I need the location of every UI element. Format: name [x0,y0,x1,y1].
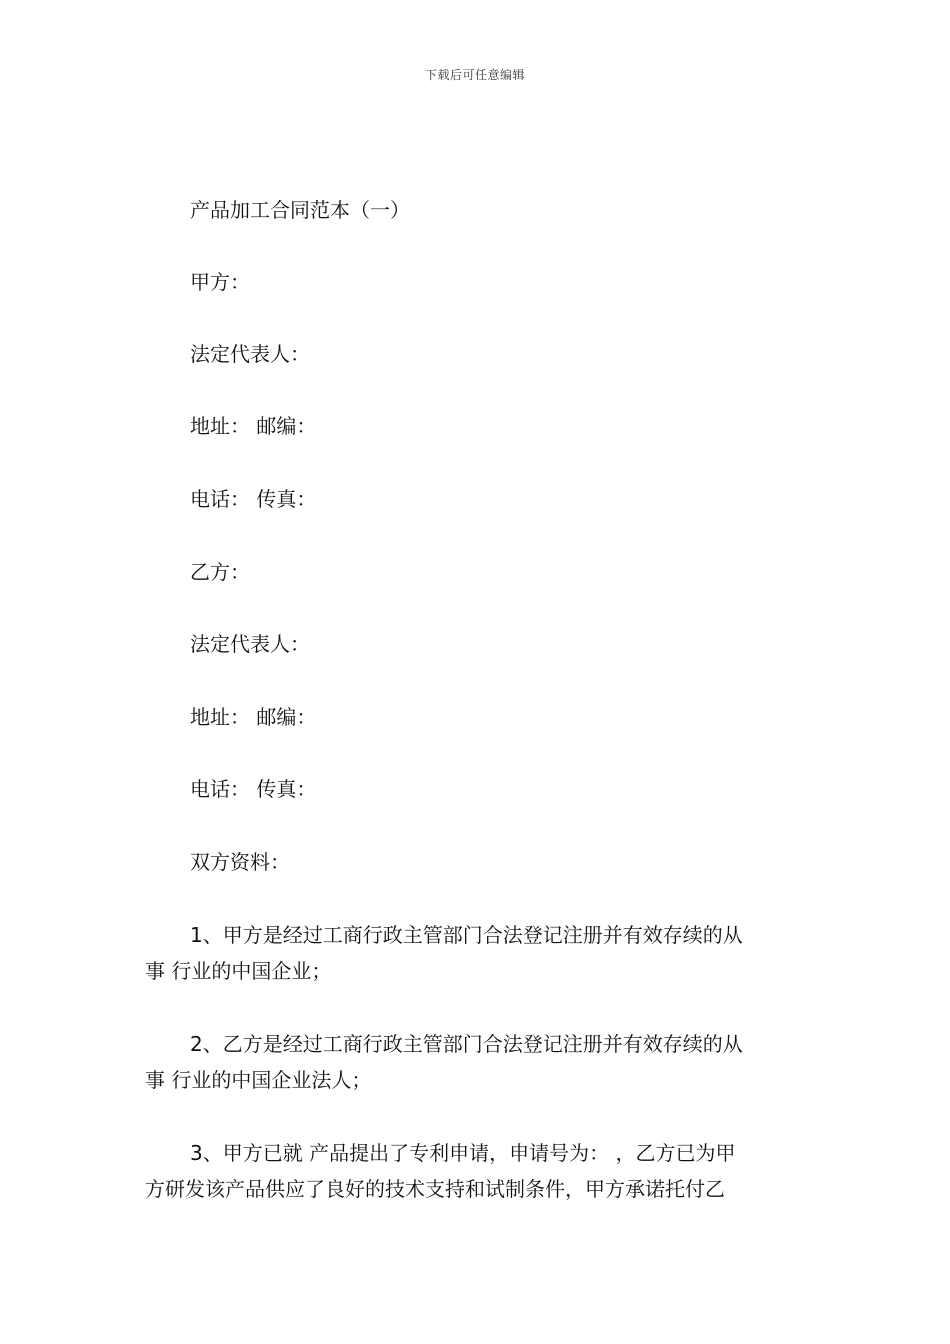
party-a-phone: 电话： 传真： [190,487,317,511]
party-b-representative: 法定代表人： [190,632,310,656]
party-a-label: 甲方： [190,270,250,294]
party-b-address: 地址： 邮编： [190,705,317,729]
party-a-representative: 法定代表人： [190,342,310,366]
party-b-label: 乙方： [190,560,250,584]
clause-2-line-2: 事 行业的中国企业法人； [145,1068,372,1092]
clause-1-line-2: 事 行业的中国企业； [145,959,332,983]
clause-3-line-2: 方研发该产品供应了良好的技术支持和试制条件，甲方承诺托付乙 [145,1177,725,1201]
page-header: 下载后可任意编辑 [424,68,525,82]
clause-2-line-1: 2、乙方是经过工商行政主管部门合法登记注册并有效存续的从 [190,1032,743,1056]
clause-3-line-1: 3、甲方已就 产品提出了专利申请，申请号为： ，乙方已为甲 [190,1141,736,1165]
party-b-phone: 电话： 传真： [190,777,317,801]
document-title: 产品加工合同范本（一） [190,198,410,222]
background-label: 双方资料： [190,850,290,874]
party-a-address: 地址： 邮编： [190,414,317,438]
clause-1-line-1: 1、甲方是经过工商行政主管部门合法登记注册并有效存续的从 [190,923,743,947]
